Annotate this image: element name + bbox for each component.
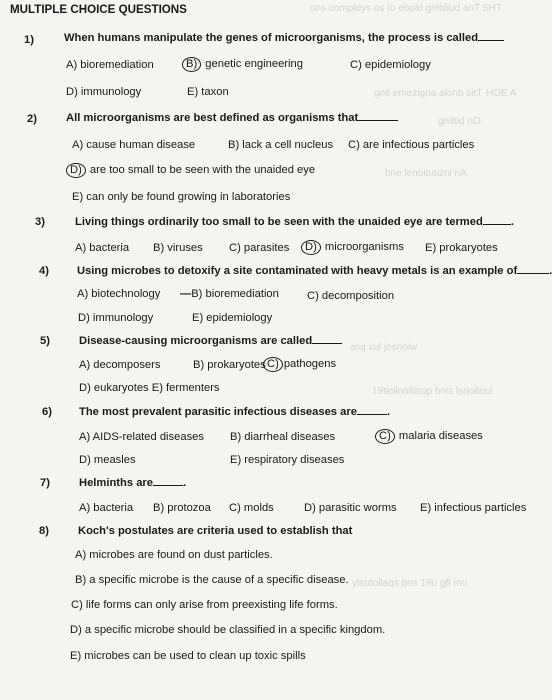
option[interactable]: B) protozoa <box>153 502 211 514</box>
question-text: The most prevalent parasitic infectious diseases are . <box>79 406 391 418</box>
option-selected[interactable]: D) microorganisms <box>301 240 404 255</box>
question-number: 8) <box>39 525 49 537</box>
option-selected[interactable]: D) are too small to be seen with the unaided eye <box>66 163 315 178</box>
question-number: 2) <box>27 113 37 125</box>
option[interactable]: A) AIDS-related diseases <box>79 431 204 443</box>
option[interactable]: A) biotechnology <box>77 288 161 300</box>
answer-circle: D) <box>66 163 86 178</box>
option[interactable]: C) epidemiology <box>350 59 431 71</box>
answer-circle: B) <box>182 57 201 72</box>
option[interactable]: E) respiratory diseases <box>230 454 345 466</box>
question-number: 1) <box>24 34 34 46</box>
option[interactable]: A) microbes are found on dust particles. <box>75 549 273 561</box>
option[interactable]: D) immunology <box>78 312 154 324</box>
answer-circle: D) <box>301 240 321 255</box>
option[interactable]: C) molds <box>229 502 274 514</box>
option[interactable]: A) bacteria <box>75 242 130 254</box>
option[interactable]: D) immunology <box>66 86 142 98</box>
option[interactable]: D) measles <box>79 454 136 466</box>
option[interactable]: C) parasites <box>229 242 290 254</box>
option-selected[interactable]: B) genetic engineering <box>182 57 303 72</box>
question-text: Koch's postulates are criteria used to establish that <box>78 525 353 537</box>
option[interactable]: E) prokaryotes <box>425 242 498 254</box>
bleed-through-text: HOE A <box>486 88 517 99</box>
bleed-through-text: gnit emezigna alonb sitT <box>374 88 483 99</box>
bleed-through-text: SHT <box>482 3 502 14</box>
option-selected[interactable]: C) malaria diseases <box>375 429 483 444</box>
bleed-through-text: ylsutollaqs bns 19u gfl mo <box>352 578 468 589</box>
bleed-through-text: ons compleys os to ebold gnibliud anT <box>310 3 481 14</box>
option[interactable]: B) viruses <box>153 242 203 254</box>
bleed-through-text: 19ticilnoltisup bnis lsnoltoul <box>372 386 493 397</box>
option[interactable]: E) can only be found growing in laboratories <box>72 191 291 203</box>
bleed-through-text: gnittid nO <box>438 116 481 127</box>
option[interactable]: A) cause human disease <box>72 139 196 151</box>
question-text: Helminths are . <box>79 477 187 489</box>
option[interactable]: A) decomposers <box>79 359 161 371</box>
question-text: All microorganisms are best defined as organisms that <box>66 111 398 125</box>
question-number: 4) <box>39 265 49 277</box>
option[interactable]: D) a specific microbe should be classified in a specific kingdom. <box>70 624 386 636</box>
option[interactable]: E) infectious particles <box>420 502 527 514</box>
option[interactable]: E) taxon <box>187 86 229 98</box>
option[interactable]: B) lack a cell nucleus <box>228 139 334 151</box>
answer-circle: C) <box>263 357 283 372</box>
option[interactable]: B) prokaryotes <box>193 359 266 371</box>
question-number: 3) <box>35 216 45 228</box>
option[interactable]: —B) bioremediation <box>180 288 279 300</box>
bleed-through-text: aiuj xul jesnoiw <box>350 342 418 353</box>
answer-circle: C) <box>375 429 395 444</box>
option[interactable]: A) bioremediation <box>66 59 154 71</box>
question-text: Using microbes to detoxify a site contaminated with heavy metals is an example of . <box>77 265 552 277</box>
bleed-through-text: bne lenoitutizni nA <box>385 168 467 179</box>
question-text: Living things ordinarily too small to be seen with the unaided eye are termed . <box>75 216 514 228</box>
option[interactable]: C) are infectious particles <box>348 139 475 151</box>
option[interactable]: C) decomposition <box>307 290 395 302</box>
option[interactable]: E) epidemiology <box>192 312 273 324</box>
option[interactable]: E) microbes can be used to clean up toxic spills <box>70 650 306 662</box>
page-header: MULTIPLE CHOICE QUESTIONS <box>10 3 187 16</box>
option[interactable]: D) parasitic worms <box>304 502 397 514</box>
question-text: When humans manipulate the genes of microorganisms, the process is called <box>64 31 504 45</box>
option[interactable]: C) life forms can only arise from preexisting life forms. <box>71 599 338 611</box>
question-number: 6) <box>42 406 52 418</box>
question-text: Disease-causing microorganisms are called <box>79 334 342 348</box>
option[interactable]: B) diarrheal diseases <box>230 431 336 443</box>
question-number: 7) <box>40 477 50 489</box>
question-number: 5) <box>40 335 50 347</box>
option[interactable]: A) bacteria <box>79 502 134 514</box>
option[interactable]: B) a specific microbe is the cause of a specific disease. <box>75 574 349 586</box>
option-selected[interactable]: C) pathogens <box>263 357 336 372</box>
option[interactable]: D) eukaryotes E) fermenters <box>79 382 220 394</box>
